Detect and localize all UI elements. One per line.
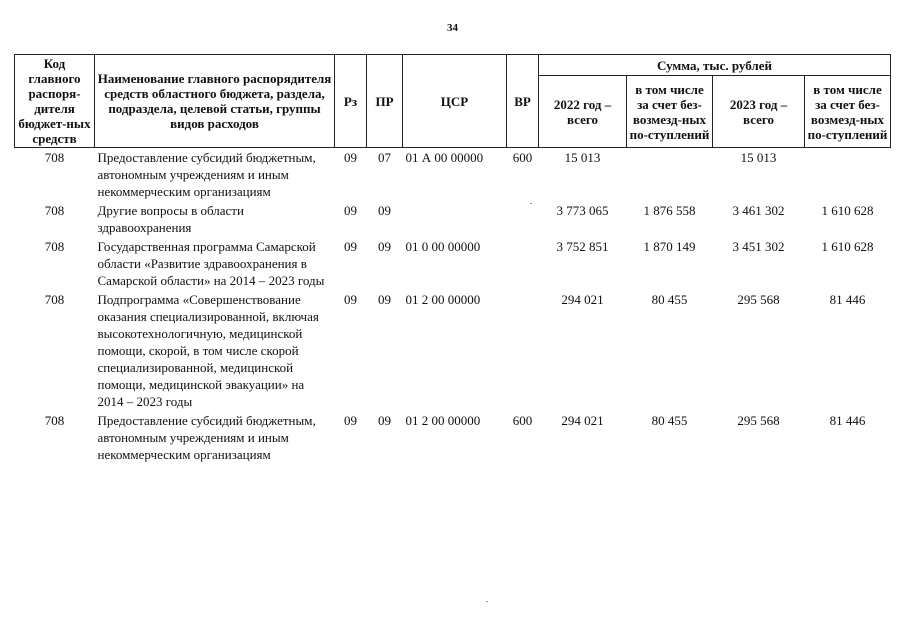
- cell-csr: 01 А 00 00000: [405, 150, 484, 165]
- cell-csr: [403, 201, 507, 237]
- cell-code: 708: [44, 239, 65, 254]
- header-2023-free: в том числе за счет без-возмезд-ных по-ступлений: [805, 76, 891, 148]
- cell-vr: 600: [512, 413, 533, 428]
- cell-name: Другие вопросы в области здравоохранения: [97, 203, 244, 235]
- cell-2023-free: 81 446: [829, 413, 866, 428]
- header-sum: Сумма, тыс. рублей: [539, 55, 891, 76]
- cell-name: Предоставление субсидий бюджетным, автономным учреждениям и иным некоммерческим организациям: [97, 150, 316, 199]
- header-pr: ПР: [367, 55, 403, 148]
- cell-code: 708: [44, 150, 65, 165]
- table-header: [15, 55, 891, 148]
- header-rz: Рз: [335, 55, 367, 148]
- cell-vr: [507, 237, 539, 290]
- budget-table: [14, 54, 891, 464]
- cell-2022-free: 80 455: [651, 413, 688, 428]
- table-row: [15, 148, 891, 202]
- table-body: [15, 148, 891, 465]
- cell-pr: 09: [378, 239, 391, 254]
- header-2022-free: в том числе за счет без-возмезд-ных по-ступлений: [627, 76, 713, 148]
- cell-rz: 09: [344, 292, 357, 307]
- table-row: [15, 411, 891, 464]
- header-name: Наименование главного распорядителя средств областного бюджета, раздела, подраздела, целевой статьи, группы видов расходов: [95, 55, 335, 148]
- cell-2023-free: 1 610 628: [821, 239, 874, 254]
- cell-vr: 600: [512, 150, 533, 165]
- cell-2023-free: [805, 148, 891, 202]
- cell-pr: 09: [378, 203, 391, 218]
- cell-rz: 09: [344, 413, 357, 428]
- header-code: Код главного распоря-дителя бюджет-ных средств: [15, 55, 95, 148]
- cell-code: 708: [44, 413, 65, 428]
- cell-2023-free: 1 610 628: [821, 203, 874, 218]
- header-2022-total: 2022 год – всего: [539, 76, 627, 148]
- cell-2022-total: 3 752 851: [556, 239, 609, 254]
- cell-2022-free: 1 876 558: [643, 203, 696, 218]
- cell-2022-free: 1 870 149: [643, 239, 696, 254]
- cell-2022-total: 294 021: [561, 413, 604, 428]
- header-csr: ЦСР: [403, 55, 507, 148]
- cell-2023-total: 3 461 302: [732, 203, 785, 218]
- cell-pr: 07: [378, 150, 391, 165]
- cell-rz: 09: [344, 150, 357, 165]
- cell-pr: 09: [378, 292, 391, 307]
- table-row: [15, 201, 891, 237]
- cell-csr: 01 0 00 00000: [405, 239, 481, 254]
- scan-speck: [486, 601, 488, 602]
- cell-2022-total: 3 773 065: [556, 203, 609, 218]
- cell-code: 708: [44, 203, 65, 218]
- cell-csr: 01 2 00 00000: [405, 413, 481, 428]
- scan-speck: [530, 203, 532, 204]
- cell-2023-total: 295 568: [737, 413, 780, 428]
- header-vr: ВР: [507, 55, 539, 148]
- cell-2023-total: 15 013: [740, 150, 777, 165]
- cell-2022-free: 80 455: [651, 292, 688, 307]
- table-row: [15, 290, 891, 411]
- cell-2022-total: 15 013: [564, 150, 601, 165]
- table-row: [15, 237, 891, 290]
- cell-vr: [507, 201, 539, 237]
- cell-2022-free: [627, 148, 713, 202]
- cell-name: Подпрограмма «Совершенствование оказания специализированной, включая высокотехнологичную, медицинской помощи, скорой, в том числе скорой специализированной, медицинской помощи, медицинской эвакуации» на 2014 – 2023 годы: [97, 292, 319, 409]
- cell-2023-total: 295 568: [737, 292, 780, 307]
- cell-2023-free: 81 446: [829, 292, 866, 307]
- cell-name: Предоставление субсидий бюджетным, автономным учреждениям и иным некоммерческим организациям: [97, 413, 316, 462]
- cell-rz: 09: [344, 203, 357, 218]
- cell-2022-total: 294 021: [561, 292, 604, 307]
- header-2023-total: 2023 год – всего: [713, 76, 805, 148]
- cell-name: Государственная программа Самарской области «Развитие здравоохранения в Самарской области» на 2014 – 2023 годы: [97, 239, 325, 288]
- cell-csr: 01 2 00 00000: [405, 292, 481, 307]
- cell-rz: 09: [344, 239, 357, 254]
- cell-code: 708: [44, 292, 65, 307]
- cell-pr: 09: [378, 413, 391, 428]
- cell-vr: [507, 290, 539, 411]
- cell-2023-total: 3 451 302: [732, 239, 785, 254]
- page-number: 34: [447, 22, 458, 34]
